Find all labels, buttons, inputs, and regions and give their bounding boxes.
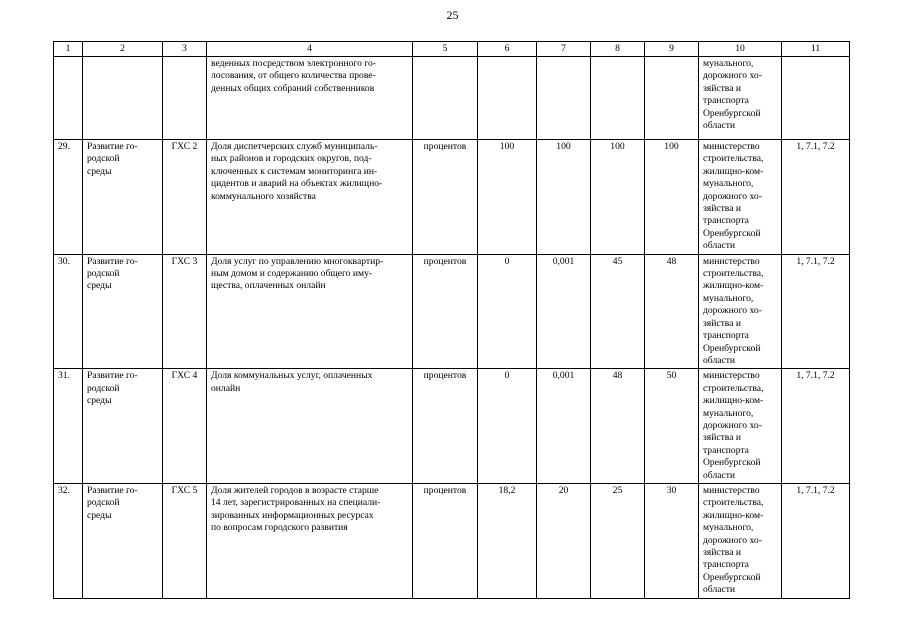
value-col-8: 48 [591,369,645,484]
responsible-cell [699,254,782,369]
indicator-cell [207,140,413,255]
unit-cell: процентов [413,369,478,484]
value-col-7: 0,001 [537,369,591,484]
area-cell [83,254,163,369]
reference-cell: 1, 7.1, 7.2 [782,483,850,598]
table-cell [699,57,782,140]
area-cell [83,140,163,255]
table-row [54,140,850,255]
row-number: 30. [54,254,83,369]
table-cell [413,57,478,140]
table-cell [207,57,413,140]
row-number: 31. [54,369,83,484]
value-col-7: 20 [537,483,591,598]
code-cell: ГХС 5 [163,483,207,598]
header-col-8: 8 [591,42,645,57]
reference-cell: 1, 7.1, 7.2 [782,140,850,255]
value-col-9: 50 [645,369,699,484]
value-col-8: 45 [591,254,645,369]
indicator-text: Доля диспетчерских служб муниципаль- ных районов и городских округов, под- ключенных к системам мониторинга ин- цидентов и аварий на объектах жилищно- коммунального хозяйства [211,141,383,202]
value-col-6: 100 [478,140,537,255]
responsible-cell [699,369,782,484]
responsible-text: министерство строительства, жилищно-ком- мунального, дорожного хо- зяйства и транспорта Оренбургской области [703,484,764,596]
responsible-text: министерство строительства, жилищно-ком- мунального, дорожного хо- зяйства и транспорта Оренбургской области [703,370,764,481]
indicator-text: Доля жителей городов в возрасте старше 14 лет, зарегистрированных на специали- зированных информационных ресурсах по вопросам городского развития [211,484,381,534]
table-cell [83,57,163,140]
value-col-9: 30 [645,483,699,598]
header-col-3: 3 [163,42,207,57]
table-cell [645,57,699,140]
table-cell [591,57,645,140]
responsible-text: мунального, дорожного хо- зяйства и транспорта Оренбургской области [703,58,762,132]
row-number: 29. [54,140,83,255]
responsible-cell [699,140,782,255]
unit-cell: процентов [413,254,478,369]
value-col-9: 100 [645,140,699,255]
header-col-7: 7 [537,42,591,57]
header-col-9: 9 [645,42,699,57]
area-text: Развитие го- родской среды [87,141,138,177]
code-cell: ГХС 3 [163,254,207,369]
header-col-6: 6 [478,42,537,57]
value-col-9: 48 [645,254,699,369]
area-text: Развитие го- родской среды [87,484,138,521]
table-row [54,369,850,484]
reference-cell: 1, 7.1, 7.2 [782,369,850,484]
value-col-6: 18,2 [478,483,537,598]
table-cell [537,57,591,140]
header-col-4: 4 [207,42,413,57]
indicator-text: Доля коммунальных услуг, оплаченных онлайн [211,370,373,394]
table-row [54,254,850,369]
table-cell [163,57,207,140]
header-col-11: 11 [782,42,850,57]
header-row [54,42,850,57]
indicator-text: веденных посредством электронного го- лосования, от общего количества прове- денных общих собраний собственников [211,58,376,94]
indicators-table [53,41,850,599]
table-row [54,483,850,598]
indicator-cell [207,369,413,484]
indicator-cell [207,483,413,598]
value-col-6: 0 [478,254,537,369]
indicator-cell [207,254,413,369]
table-cell [782,57,850,140]
area-cell [83,369,163,484]
header-col-5: 5 [413,42,478,57]
header-col-2: 2 [83,42,163,57]
responsible-text: министерство строительства, жилищно-ком- мунального, дорожного хо- зяйства и транспорта Оренбургской области [703,255,764,366]
responsible-text: министерство строительства, жилищно-ком- мунального, дорожного хо- зяйства и транспорта Оренбургской области [703,141,764,252]
value-col-7: 0,001 [537,254,591,369]
value-col-8: 100 [591,140,645,255]
area-text: Развитие го- родской среды [87,255,138,292]
value-col-6: 0 [478,369,537,484]
code-cell: ГХС 4 [163,369,207,484]
row-number: 32. [54,483,83,598]
table-cell [478,57,537,140]
table-row-continuation [54,57,850,140]
code-cell: ГХС 2 [163,140,207,255]
indicator-text: Доля услуг по управлению многоквартир- ным домом и содержанию общего иму- щества, оплаченных онлайн [211,255,384,292]
page-number: 25 [446,8,459,22]
area-cell [83,483,163,598]
table-cell [54,57,83,140]
header-col-1: 1 [54,42,83,57]
unit-cell: процентов [413,483,478,598]
unit-cell: процентов [413,140,478,255]
responsible-cell [699,483,782,598]
header-col-10: 10 [699,42,782,57]
value-col-7: 100 [537,140,591,255]
area-text: Развитие го- родской среды [87,370,138,407]
reference-cell: 1, 7.1, 7.2 [782,254,850,369]
value-col-8: 25 [591,483,645,598]
